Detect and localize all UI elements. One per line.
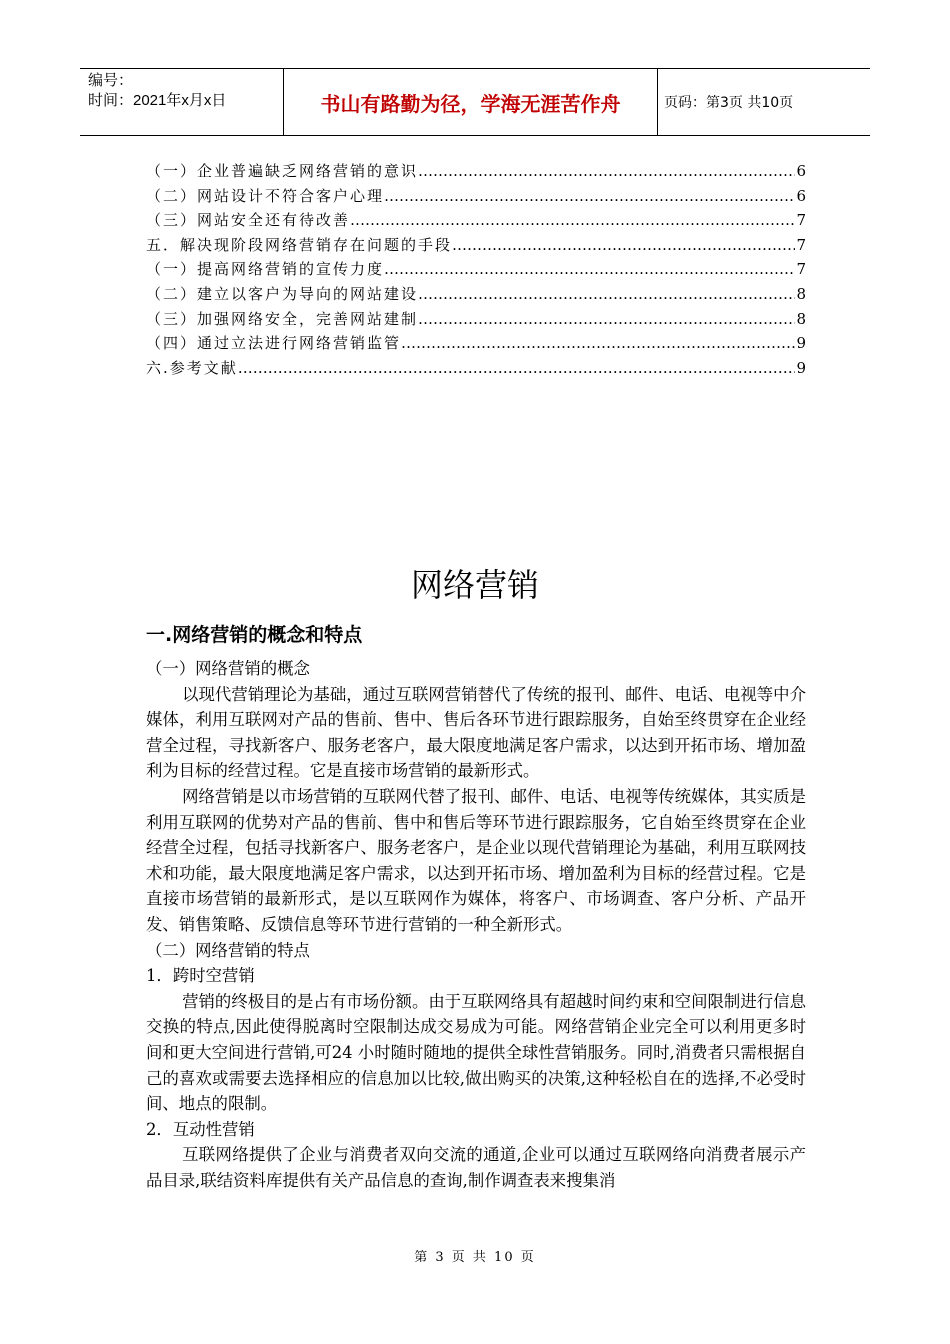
toc-leader <box>401 334 795 352</box>
list-item-heading: 1．跨时空营销 <box>146 966 255 986</box>
subsection-heading: （一）网络营销的概念 <box>146 659 310 678</box>
toc-leader <box>418 310 795 328</box>
toc-entry[interactable]: （二）网站设计不符合客户心理 ………………………………………………………………………………………………………………………… 6 <box>146 185 806 210</box>
toc-entry[interactable]: 五．解决现阶段网络营销存在问题的手段 ………………………………………………………………………………………………………………………… 7 <box>146 234 806 259</box>
toc-entry[interactable]: （三）加强网络安全，完善网站建制 ………………………………………………………………………………………………………………………… 8 <box>146 308 806 333</box>
toc-entry[interactable]: （一）提高网络营销的宣传力度 ………………………………………………………………………………………………………………………… 7 <box>146 258 806 283</box>
header-page-info: 页码：第3页 共10页 <box>664 95 794 111</box>
toc-leader <box>452 236 795 254</box>
paragraph: 营销的终极目的是占有市场份额。由于互联网络具有超越时间约束和空间限制进行信息交换的特点,因此使得脱离时空限制达成交易成为可能。网络营销企业完全可以利用更多时间和更大空间进行营销,可24 小时随时随地的提供全球性营销服务。同时,消费者只需根据自己的喜欢或需要去选择相应的信息加以比较,做出购买的决策,这种轻松自在的选择,不必受时间、地点的限制。 <box>146 991 806 1114</box>
toc-entry[interactable]: （四）通过立法进行网络营销监管 ………………………………………………………………………………………………………………………… 9 <box>146 332 806 357</box>
page-footer: 第 3 页 共 10 页 <box>414 1250 536 1265</box>
body-content <box>146 656 806 1193</box>
section-heading: 一.网络营销的概念和特点 <box>146 624 363 646</box>
paragraph: 互联网络提供了企业与消费者双向交流的通道,企业可以通过互联网络向消费者展示产品目录,联结资料库提供有关产品信息的查询,制作调查表来搜集消 <box>146 1145 806 1190</box>
header-motto: 书山有路勤为径，学海无涯苦作舟 <box>284 69 658 135</box>
toc-entry[interactable]: （二）建立以客户为导向的网站建设 ………………………………………………………………………………………………………………………… 8 <box>146 283 806 308</box>
toc-leader <box>238 359 796 377</box>
paragraph: 以现代营销理论为基础，通过互联网营销替代了传统的报刊、邮件、电话、电视等中介媒体，利用互联网对产品的售前、售中、售后各环节进行跟踪服务，自始至终贯穿在企业经营全过程，寻找新客户、服务老客户，最大限度地满足客户需求，以达到开拓市场、增加盈利为目标的经营过程。它是直接市场营销的最新形式。 <box>146 684 806 781</box>
time-label: 时间：2021年x月x日 <box>88 92 227 109</box>
toc-leader <box>384 187 795 205</box>
page-header <box>80 68 870 136</box>
list-item-heading: 2．互动性营销 <box>146 1119 255 1139</box>
toc-entry[interactable]: （三）网站安全还有待改善 ………………………………………………………………………………………………………………………… 7 <box>146 209 806 234</box>
header-meta <box>80 69 284 135</box>
table-of-contents <box>146 160 806 381</box>
toc-entry[interactable]: （一）企业普遍缺乏网络营销的意识 ………………………………………………………………………………………………………………………… 6 <box>146 160 806 185</box>
code-label: 编号： <box>88 72 134 89</box>
toc-leader <box>350 211 795 229</box>
toc-entry[interactable]: 六.参考文献 ………………………………………………………………………………………………………………………… 9 <box>146 357 806 382</box>
toc-leader <box>384 260 795 278</box>
document-title: 网络营销 <box>410 566 539 604</box>
toc-leader <box>418 162 795 180</box>
toc-leader <box>418 285 795 303</box>
subsection-heading: （二）网络营销的特点 <box>146 940 310 960</box>
paragraph: 网络营销是以市场营销的互联网代替了报刊、邮件、电话、电视等传统媒体，其实质是利用互联网的优势对产品的售前、售中和售后等环节进行跟踪服务，它自始至终贯穿在企业经营全过程，包括寻找新客户、服务老客户，是企业以现代营销理论为基础，利用互联网技术和功能，最大限度地满足客户需求，以达到开拓市场、增加盈利为目标的经营过程。它是直接市场营销的最新形式，是以互联网作为媒体，将客户、市场调查、客户分析、产品开发、销售策略、反馈信息等环节进行营销的一种全新形式。 <box>146 786 806 934</box>
